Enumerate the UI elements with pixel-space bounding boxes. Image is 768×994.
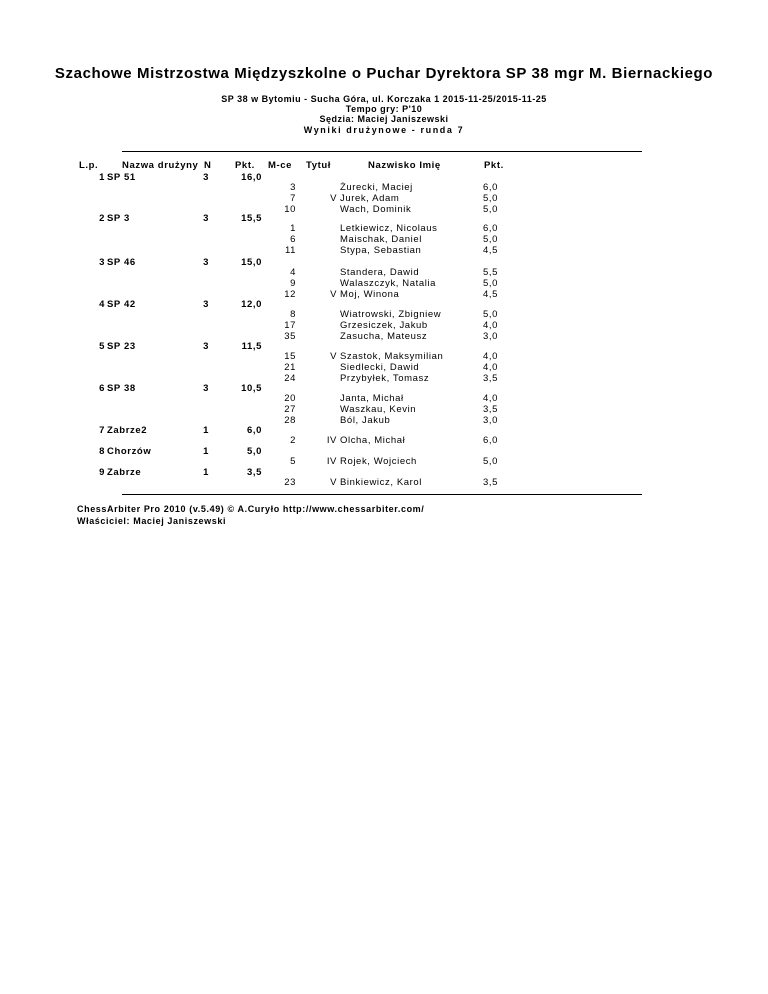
player-name: Janta, Michał <box>340 393 404 404</box>
player-place: 11 <box>284 245 296 256</box>
player-title: V <box>330 477 337 488</box>
team-player-count: 3 <box>203 257 209 268</box>
team-name: Zabrze <box>107 467 142 478</box>
player-place: 17 <box>284 320 296 331</box>
player-name: Standera, Dawid <box>340 267 420 278</box>
team-rank: 4 <box>99 299 105 310</box>
team-player-count: 1 <box>203 446 209 457</box>
player-place: 2 <box>290 435 296 446</box>
arbiter-line: Sędzia: Maciej Janiszewski <box>319 114 449 124</box>
player-name: Siedlecki, Dawid <box>340 362 420 373</box>
player-points: 5,5 <box>482 267 498 278</box>
player-place: 23 <box>284 477 296 488</box>
team-points: 6,0 <box>246 425 262 436</box>
col-player-pts: Pkt. <box>484 160 504 171</box>
player-place: 6 <box>290 234 296 245</box>
player-name: Binkiewicz, Karol <box>340 477 423 488</box>
team-player-count: 3 <box>203 341 209 352</box>
player-place: 35 <box>284 331 296 342</box>
player-points: 5,0 <box>482 193 498 204</box>
team-points: 15,5 <box>241 213 262 224</box>
team-points: 10,5 <box>241 383 262 394</box>
player-title: IV <box>326 435 337 446</box>
col-n: N <box>204 160 212 171</box>
venue-line: SP 38 w Bytomiu - Sucha Góra, ul. Korczaka 1 2015-11-25/2015-11-25 <box>221 94 547 104</box>
team-points: 11,5 <box>241 341 262 352</box>
team-rank: 6 <box>99 383 105 394</box>
team-name: Chorzów <box>107 446 152 457</box>
col-pts: Pkt. <box>235 160 255 171</box>
team-name: Zabrze2 <box>107 425 148 436</box>
player-points: 4,0 <box>482 362 498 373</box>
player-place: 27 <box>284 404 296 415</box>
player-title: V <box>330 193 337 204</box>
player-place: 21 <box>284 362 296 373</box>
team-player-count: 3 <box>203 172 209 183</box>
player-points: 3,0 <box>482 331 498 342</box>
team-player-count: 3 <box>203 299 209 310</box>
team-player-count: 1 <box>203 425 209 436</box>
team-points: 3,5 <box>246 467 262 478</box>
team-rank: 1 <box>99 172 105 183</box>
player-place: 4 <box>290 267 296 278</box>
player-place: 24 <box>284 373 296 384</box>
player-place: 15 <box>284 351 296 362</box>
player-title: V <box>330 289 337 300</box>
time-control-line: Tempo gry: P'10 <box>345 104 423 114</box>
player-points: 5,0 <box>482 278 498 289</box>
player-points: 6,0 <box>482 435 498 446</box>
player-place: 10 <box>284 204 296 215</box>
team-name: SP 42 <box>107 299 136 310</box>
player-points: 5,0 <box>482 456 498 467</box>
player-place: 12 <box>284 289 296 300</box>
team-rank: 5 <box>99 341 105 352</box>
player-name: Wiatrowski, Zbigniew <box>340 309 442 320</box>
player-place: 9 <box>290 278 296 289</box>
player-place: 7 <box>290 193 296 204</box>
player-points: 6,0 <box>482 182 498 193</box>
team-name: SP 46 <box>107 257 136 268</box>
owner-line: Właściciel: Maciej Janiszewski <box>77 516 227 526</box>
team-rank: 3 <box>99 257 105 268</box>
team-name: SP 23 <box>107 341 136 352</box>
col-team: Nazwa drużyny <box>122 160 199 171</box>
col-lp: L.p. <box>79 160 99 171</box>
team-points: 16,0 <box>241 172 262 183</box>
player-points: 4,0 <box>482 393 498 404</box>
player-place: 1 <box>290 223 296 234</box>
player-points: 5,0 <box>482 309 498 320</box>
player-points: 4,5 <box>482 289 498 300</box>
player-name: Szastok, Maksymilian <box>340 351 444 362</box>
team-points: 5,0 <box>246 446 262 457</box>
player-name: Wach, Dominik <box>340 204 412 215</box>
player-place: 8 <box>290 309 296 320</box>
team-player-count: 3 <box>203 213 209 224</box>
col-place: M-ce <box>268 160 293 171</box>
player-points: 5,0 <box>482 234 498 245</box>
player-name: Jurek, Adam <box>340 193 400 204</box>
player-name: Rojek, Wojciech <box>340 456 417 467</box>
player-name: Walaszczyk, Natalia <box>340 278 437 289</box>
player-name: Stypa, Sebastian <box>340 245 422 256</box>
player-points: 3,5 <box>482 477 498 488</box>
bottom-rule <box>122 494 642 495</box>
player-points: 5,0 <box>482 204 498 215</box>
player-name: Olcha, Michał <box>340 435 406 446</box>
team-points: 12,0 <box>241 299 262 310</box>
player-points: 4,0 <box>482 351 498 362</box>
player-points: 3,5 <box>482 373 498 384</box>
player-place: 28 <box>284 415 296 426</box>
player-place: 20 <box>284 393 296 404</box>
player-points: 4,0 <box>482 320 498 331</box>
top-rule <box>122 151 642 152</box>
team-rank: 9 <box>99 467 105 478</box>
player-name: Żurecki, Maciej <box>340 182 413 193</box>
player-name: Letkiewicz, Nicolaus <box>340 223 438 234</box>
col-title: Tytuł <box>306 160 331 171</box>
player-name: Przybyłek, Tomasz <box>340 373 430 384</box>
report-title: Szachowe Mistrzostwa Międzyszkolne o Puchar Dyrektora SP 38 mgr M. Biernackiego <box>54 65 714 82</box>
player-points: 3,5 <box>482 404 498 415</box>
team-rank: 8 <box>99 446 105 457</box>
team-name: SP 38 <box>107 383 136 394</box>
player-place: 5 <box>290 456 296 467</box>
player-name: Zasucha, Mateusz <box>340 331 428 342</box>
round-line: Wyniki drużynowe - runda 7 <box>303 125 465 135</box>
team-name: SP 51 <box>107 172 136 183</box>
player-title: V <box>330 351 337 362</box>
player-name: Ból, Jakub <box>340 415 391 426</box>
team-player-count: 1 <box>203 467 209 478</box>
team-points: 15,0 <box>241 257 262 268</box>
team-rank: 2 <box>99 213 105 224</box>
player-points: 6,0 <box>482 223 498 234</box>
player-points: 4,5 <box>482 245 498 256</box>
player-name: Grzesiczek, Jakub <box>340 320 428 331</box>
team-rank: 7 <box>99 425 105 436</box>
col-name: Nazwisko Imię <box>368 160 441 171</box>
player-name: Moj, Winona <box>340 289 400 300</box>
player-name: Waszkau, Kevin <box>340 404 417 415</box>
player-title: IV <box>326 456 337 467</box>
team-player-count: 3 <box>203 383 209 394</box>
software-credit: ChessArbiter Pro 2010 (v.5.49) © A.Curyło http://www.chessarbiter.com/ <box>77 504 425 514</box>
player-name: Maischak, Daniel <box>340 234 422 245</box>
team-name: SP 3 <box>107 213 130 224</box>
player-place: 3 <box>290 182 296 193</box>
player-points: 3,0 <box>482 415 498 426</box>
